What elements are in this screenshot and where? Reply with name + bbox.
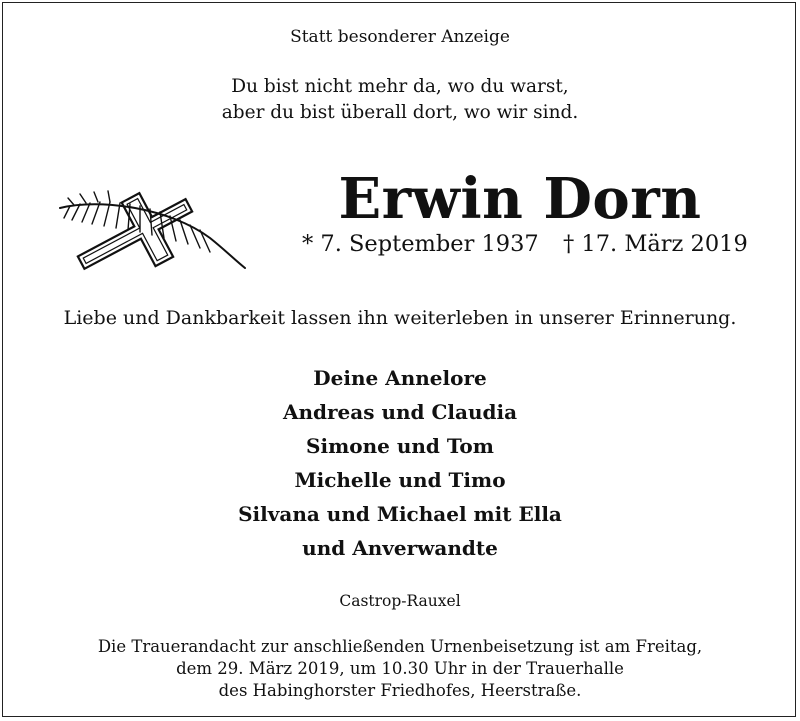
service-notice-line-3: des Habinghorster Friedhofes, Heerstraße. [218, 681, 582, 700]
city-name: Castrop-Rauxel [339, 592, 461, 610]
family-member: Andreas und Claudia [282, 400, 518, 424]
family-member: Silvana und Michael mit Ella [238, 502, 562, 526]
tribute-text: Liebe und Dankbarkeit lassen ihn weiterleben in unserer Erinnerung. [63, 307, 737, 329]
birth-date: * 7. September 1937 [302, 231, 539, 257]
deceased-name: Erwin Dorn [338, 166, 702, 232]
service-notice-line-1: Die Trauerandacht zur anschließenden Urnenbeisetzung ist am Freitag, [97, 637, 703, 656]
header-note: Statt besonderer Anzeige [290, 27, 510, 47]
death-date: † 17. März 2019 [563, 231, 748, 257]
family-member: und Anverwandte [302, 536, 498, 560]
family-member: Michelle und Timo [294, 468, 506, 492]
cross-with-palm-frond-icon [50, 178, 255, 274]
service-notice-line-2: dem 29. März 2019, um 10.30 Uhr in der Trauerhalle [176, 659, 624, 678]
motto-line-1: Du bist nicht mehr da, wo du warst, [231, 76, 569, 97]
family-member: Simone und Tom [306, 434, 494, 458]
motto-line-2: aber du bist überall dort, wo wir sind. [221, 102, 579, 123]
family-member: Deine Annelore [313, 366, 487, 390]
